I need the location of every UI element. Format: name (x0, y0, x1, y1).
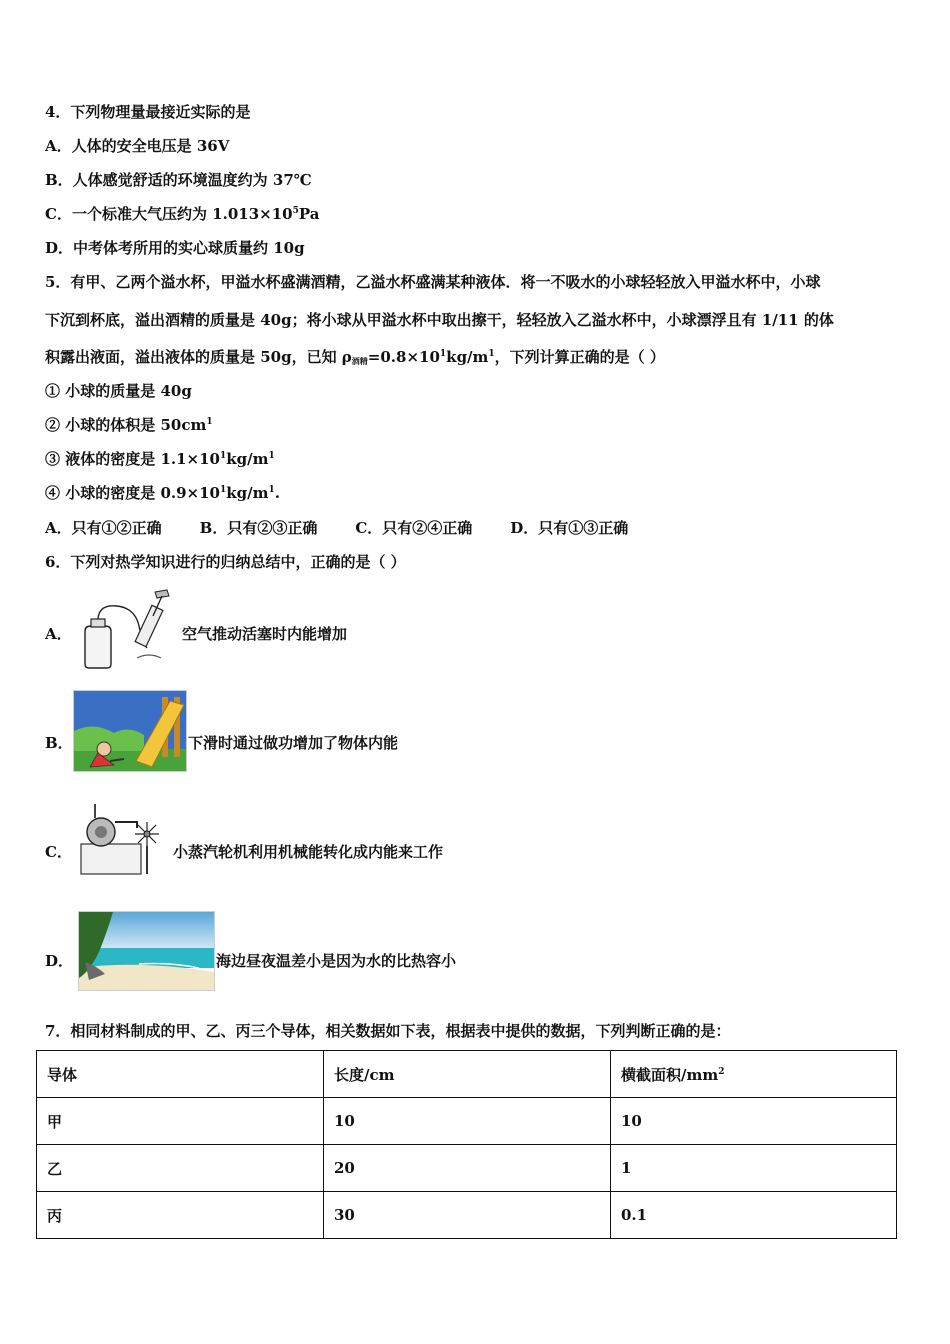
q6-option-b-text: 下滑时通过做功增加了物体内能 (188, 734, 399, 752)
q5-statement-1: ① 小球的质量是 40g (45, 382, 192, 400)
q4-option-b: B．人体感觉舒适的环境温度约为 37℃ (45, 171, 312, 189)
table-row (37, 1192, 897, 1239)
table-cell: 丙 (37, 1192, 324, 1239)
table-cell: 乙 (37, 1145, 324, 1192)
table-cell: 10 (611, 1098, 897, 1145)
q6-option-a-text: 空气推动活塞时内能增加 (182, 625, 348, 643)
q5-statement-3: ③ 液体的密度是 $1.1\times 10^1kg/m^1$ (45, 450, 275, 468)
q6-option-a-label: A． (45, 625, 72, 643)
q5-choice-a: A．只有①②正确 (45, 519, 162, 537)
table-cell: 1 (611, 1145, 897, 1192)
q6-option-d-text: 海边昼夜温差小是因为水的比热容小 (216, 952, 457, 970)
table-header-cell: 横截面积$/mm^2$ (611, 1051, 897, 1098)
q5-statement-4: ④ 小球的密度是 $0.9\times 10^1kg/m^1$. (45, 484, 280, 502)
table-header-cell: 长度/cm (324, 1051, 611, 1098)
q5-stem-line1: 5．有甲、乙两个溢水杯，甲溢水杯盛满酒精，乙溢水杯盛满某种液体．将一不吸水的小球轻轻放入甲溢水杯中，小球 (45, 273, 821, 291)
q5-choice-b: B．只有②③正确 (199, 519, 318, 537)
q6-option-c-text: 小蒸汽轮机利用机械能转化成内能来工作 (173, 843, 444, 861)
q6-stem: 6．下列对热学知识进行的归纳总结中，正确的是（ ） (45, 553, 406, 571)
q4-stem: 4．下列物理量最接近实际的是 (45, 103, 251, 121)
q5-stem-line3: 积露出液面，溢出液体的质量是 50g，已知 $\rho_{酒精}=0.8\times 10^1kg/m^1$，下列计算正确的是（ ） (45, 348, 665, 366)
beach-scene-image (78, 911, 215, 991)
table-cell: 0.1 (611, 1192, 897, 1239)
conductor-table (36, 1050, 897, 1239)
table-cell: 甲 (37, 1098, 324, 1145)
table-header-row (37, 1051, 897, 1098)
q5-stem-line2: 下沉到杯底，溢出酒精的质量是 40g；将小球从甲溢水杯中取出擦干，轻轻放入乙溢水杯中，小球漂浮且有 1/11 的体 (45, 311, 834, 329)
q5-choices (45, 518, 666, 538)
table-cell: 20 (324, 1145, 611, 1192)
q4-option-a: A．人体的安全电压是 36V (45, 137, 230, 155)
table-row (37, 1098, 897, 1145)
q4-option-c: C．一个标准大气压约为 $1.013\times 10^5Pa$ (45, 205, 320, 223)
table-header-cell: 导体 (37, 1051, 324, 1098)
q6-option-c-label: C． (45, 843, 72, 861)
table-cell: 10 (324, 1098, 611, 1145)
q5-statement-2: ② 小球的体积是 $50cm^1$ (45, 416, 213, 434)
q5-choice-d: D．只有①③正确 (510, 519, 629, 537)
table-row (37, 1145, 897, 1192)
steam-turbine-image (75, 800, 171, 878)
q6-option-b-label: B． (45, 734, 73, 752)
q4-option-d: D．中考体考所用的实心球质量约 10g (45, 239, 305, 257)
child-on-slide-image (73, 690, 187, 772)
q5-choice-c: C．只有②④正确 (355, 519, 473, 537)
table-cell: 30 (324, 1192, 611, 1239)
air-pump-bottle-image (77, 586, 180, 671)
q6-option-d-label: D． (45, 952, 74, 970)
q7-stem: 7．相同材料制成的甲、乙、丙三个导体，相关数据如下表，根据表中提供的数据，下列判断正确的是： (45, 1022, 731, 1040)
